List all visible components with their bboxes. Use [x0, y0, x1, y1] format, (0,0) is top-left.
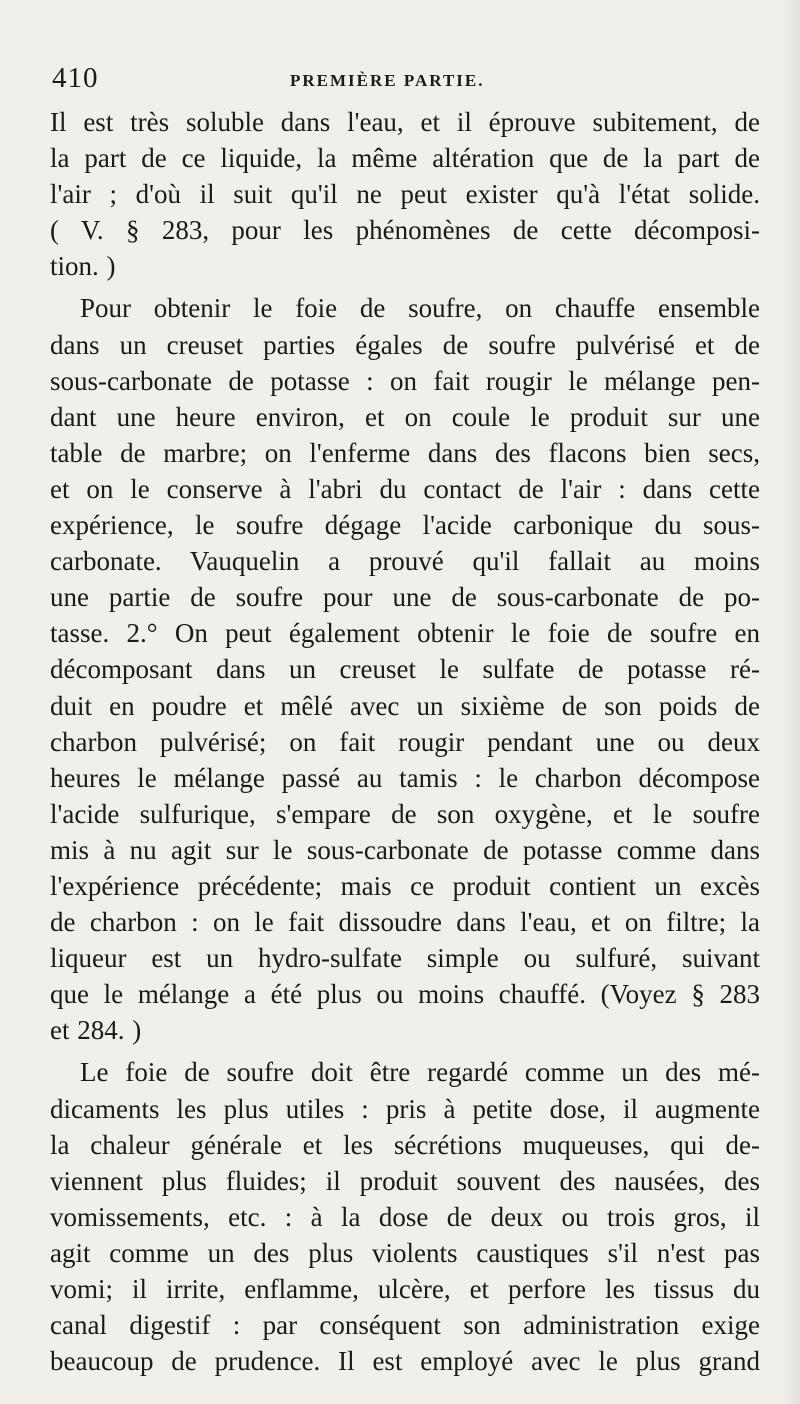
- text-line: dans un creuset parties égales de soufre pulvérisé et de: [50, 329, 760, 360]
- text-line: vomissements, etc. : à la dose de deux ou trois gros, il: [50, 1201, 760, 1232]
- text-line: dicaments les plus utiles : pris à petite dose, il augmente: [50, 1093, 760, 1124]
- text-line: viennent plus fluides; il produit souvent des nausées, des: [50, 1165, 760, 1196]
- text-line: sous-carbonate de potasse : on fait rougir le mélange pen-: [50, 365, 760, 396]
- text-line: mis à nu agit sur le sous-carbonate de potasse comme dans: [50, 834, 760, 865]
- body-text: [50, 104, 760, 1379]
- text-line: l'expérience précédente; mais ce produit contient un excès: [50, 870, 760, 901]
- text-line: charbon pulvérisé; on fait rougir pendant une ou deux: [50, 726, 760, 757]
- text-line: ( V. § 283, pour les phénomènes de cette décomposi-: [50, 215, 760, 246]
- running-title: PREMIÈRE PARTIE.: [290, 71, 485, 90]
- text-line: et 284. ): [50, 1015, 142, 1046]
- text-line: canal digestif : par conséquent son administration exige: [50, 1310, 760, 1341]
- text-line: et on le conserve à l'abri du contact de l'air : dans cette: [50, 473, 760, 504]
- text-line: de charbon : on le fait dissoudre dans l'eau, et on filtre; la: [50, 907, 760, 938]
- paragraph: [50, 104, 760, 284]
- paragraph: [50, 1054, 760, 1379]
- text-line: la chaleur générale et les sécrétions muqueuses, qui de-: [50, 1129, 760, 1160]
- text-line: table de marbre; on l'enferme dans des flacons bien secs,: [50, 437, 760, 468]
- text-line: tion. ): [50, 251, 116, 282]
- text-line: Le foie de soufre doit être regardé comme un des mé-: [80, 1057, 760, 1088]
- text-line: vomi; il irrite, enflamme, ulcère, et perfore les tissus du: [50, 1274, 760, 1304]
- text-line: dant une heure environ, et on coule le produit sur une: [50, 401, 760, 432]
- text-line: que le mélange a été plus ou moins chauffé. (Voyez § 283: [50, 979, 760, 1010]
- text-line: Il est très soluble dans l'eau, et il éprouve subitement, de: [50, 107, 760, 137]
- text-line: décomposant dans un creuset le sulfate de potasse ré-: [50, 654, 760, 685]
- text-line: expérience, le soufre dégage l'acide carbonique du sous-: [50, 510, 760, 541]
- running-head: [50, 62, 760, 104]
- text-line: l'air ; d'où il suit qu'il ne peut exister qu'à l'état solide.: [50, 179, 760, 210]
- text-line: une partie de soufre pour une de sous-carbonate de po-: [50, 582, 760, 613]
- page-edge-shadow: [782, 0, 800, 1404]
- text-line: tasse. 2.° On peut également obtenir le foie de soufre en: [50, 618, 760, 649]
- text-line: duit en poudre et mêlé avec un sixième de son poids de: [50, 690, 760, 721]
- page-number: 410: [52, 62, 99, 94]
- text-line: Pour obtenir le foie de soufre, on chauffe ensemble: [80, 293, 760, 324]
- text-line: l'acide sulfurique, s'empare de son oxygène, et le soufre: [50, 798, 760, 829]
- text-line: liqueur est un hydro-sulfate simple ou sulfuré, suivant: [50, 943, 760, 974]
- paragraph: [50, 290, 760, 1048]
- text-line: beaucoup de prudence. Il est employé avec le plus grand: [50, 1346, 760, 1377]
- text-line: carbonate. Vauquelin a prouvé qu'il fallait au moins: [50, 546, 760, 577]
- text-line: la part de ce liquide, la même altération que de la part de: [50, 143, 760, 174]
- text-line: agit comme un des plus violents caustiques s'il n'est pas: [50, 1237, 760, 1268]
- text-line: heures le mélange passé au tamis : le charbon décompose: [50, 762, 760, 793]
